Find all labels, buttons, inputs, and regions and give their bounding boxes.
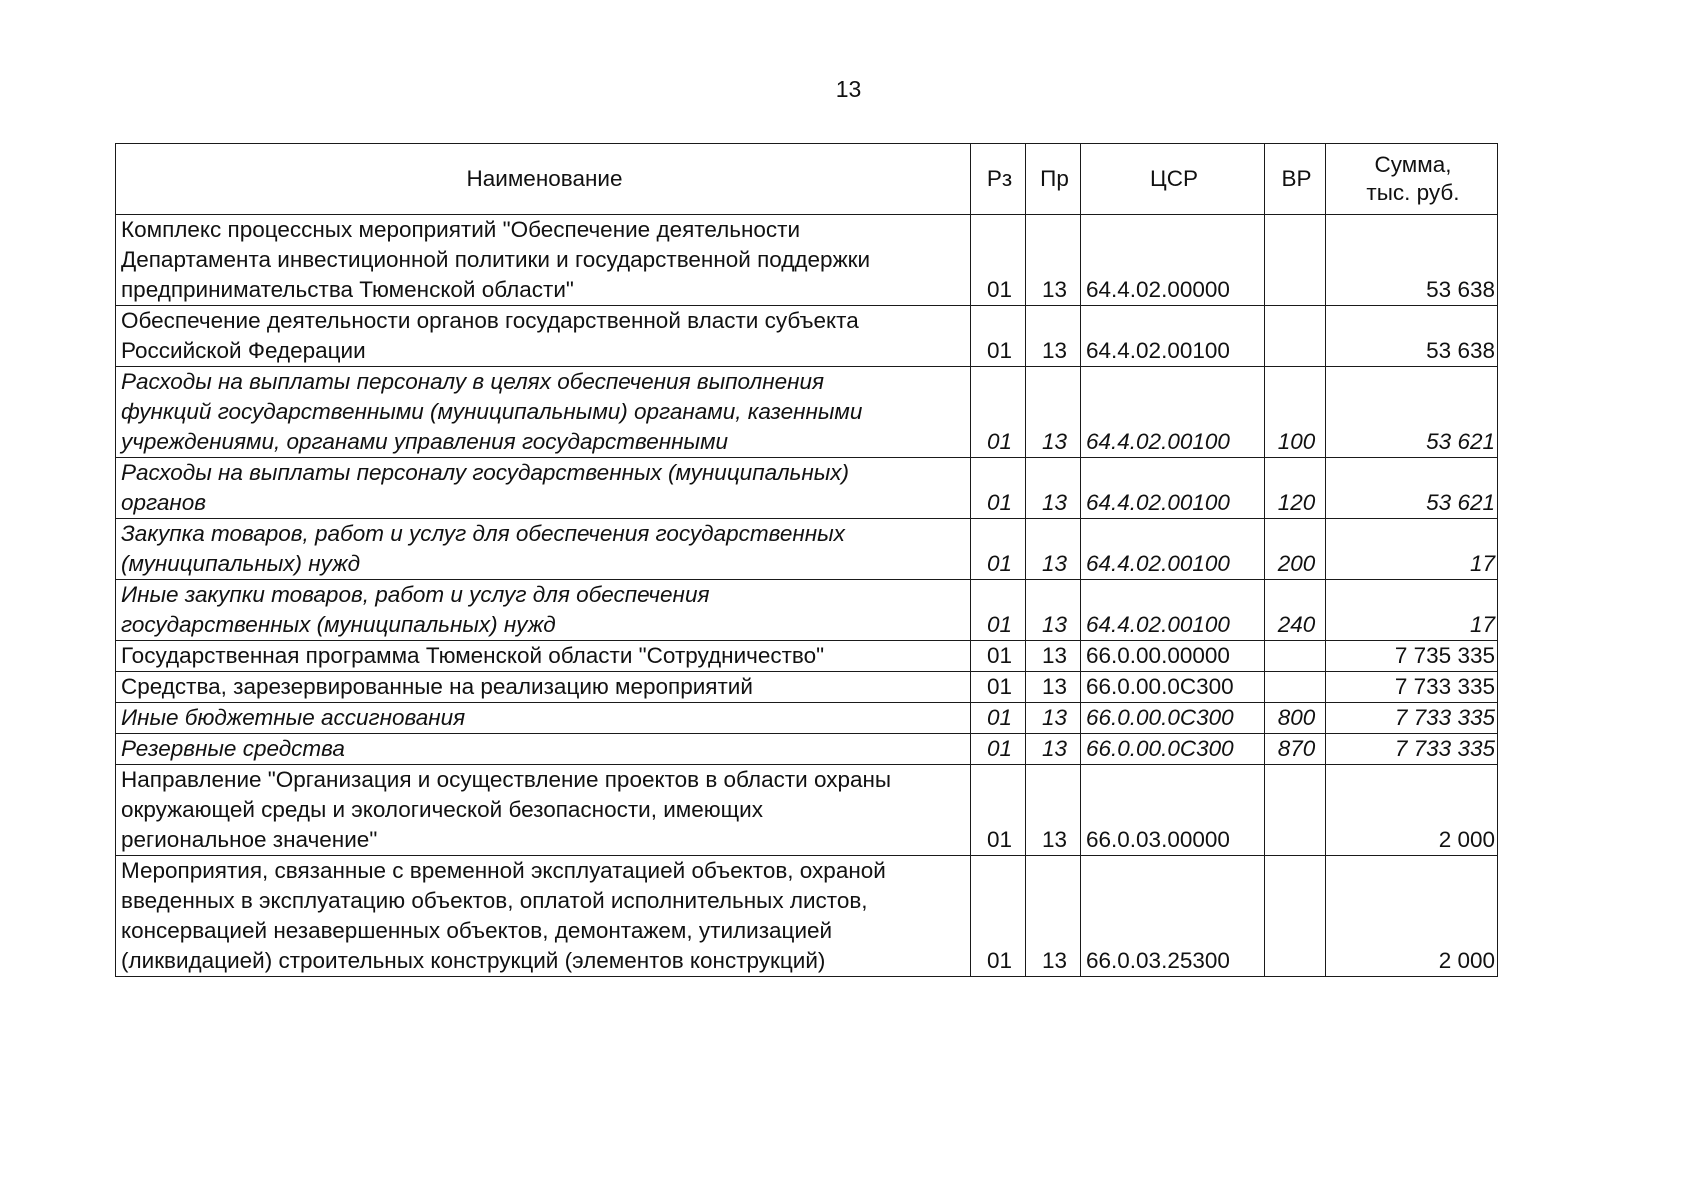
cell-name-line: региональное значение" <box>121 827 378 852</box>
cell-rz: 01 <box>971 306 1026 367</box>
cell-rz: 01 <box>971 458 1026 519</box>
cell-name-line: Обеспечение деятельности органов государственной власти субъекта <box>121 308 859 333</box>
header-name: Наименование <box>116 144 971 215</box>
cell-name <box>116 580 971 641</box>
cell-rz: 01 <box>971 856 1026 977</box>
cell-sum: 2 000 <box>1326 765 1498 856</box>
cell-name-line: Средства, зарезервированные на реализацию мероприятий <box>121 674 753 699</box>
cell-csr: 64.4.02.00000 <box>1081 215 1265 306</box>
cell-sum: 17 <box>1326 519 1498 580</box>
cell-pr: 13 <box>1026 367 1081 458</box>
cell-sum: 7 733 335 <box>1326 703 1498 734</box>
cell-pr: 13 <box>1026 215 1081 306</box>
cell-vr: 100 <box>1265 367 1326 458</box>
table-row <box>116 215 1498 306</box>
cell-pr: 13 <box>1026 306 1081 367</box>
cell-csr: 66.0.00.0С300 <box>1081 703 1265 734</box>
cell-name <box>116 765 971 856</box>
cell-name-line: окружающей среды и экологической безопасности, имеющих <box>121 797 763 822</box>
header-csr: ЦСР <box>1081 144 1265 215</box>
cell-pr: 13 <box>1026 703 1081 734</box>
cell-name-line: консервацией незавершенных объектов, демонтажем, утилизацией <box>121 918 833 943</box>
cell-name-line: государственных (муниципальных) нужд <box>121 612 556 637</box>
table-row <box>116 306 1498 367</box>
table-row <box>116 856 1498 977</box>
header-rz: Рз <box>971 144 1026 215</box>
cell-name-line: Комплекс процессных мероприятий "Обеспечение деятельности <box>121 217 801 242</box>
cell-pr: 13 <box>1026 765 1081 856</box>
cell-csr: 64.4.02.00100 <box>1081 458 1265 519</box>
cell-sum: 7 733 335 <box>1326 734 1498 765</box>
cell-pr: 13 <box>1026 519 1081 580</box>
cell-csr: 64.4.02.00100 <box>1081 306 1265 367</box>
cell-name <box>116 519 971 580</box>
table-row <box>116 367 1498 458</box>
table-row <box>116 580 1498 641</box>
cell-name <box>116 703 971 734</box>
table-header-row <box>116 144 1498 215</box>
cell-csr: 64.4.02.00100 <box>1081 580 1265 641</box>
table-row <box>116 672 1498 703</box>
cell-csr: 66.0.03.00000 <box>1081 765 1265 856</box>
cell-name-line: органов <box>121 490 207 515</box>
cell-vr <box>1265 856 1326 977</box>
cell-csr: 66.0.00.00000 <box>1081 641 1265 672</box>
table-row <box>116 641 1498 672</box>
cell-rz: 01 <box>971 672 1026 703</box>
cell-rz: 01 <box>971 641 1026 672</box>
cell-name-line: Иные бюджетные ассигнования <box>121 705 466 730</box>
cell-rz: 01 <box>971 519 1026 580</box>
cell-pr: 13 <box>1026 458 1081 519</box>
header-vr: ВР <box>1265 144 1326 215</box>
cell-sum: 2 000 <box>1326 856 1498 977</box>
budget-table <box>115 143 1498 977</box>
header-sum-line2: тыс. руб. <box>1366 180 1460 205</box>
cell-sum: 53 638 <box>1326 306 1498 367</box>
cell-csr: 64.4.02.00100 <box>1081 367 1265 458</box>
page-number: 13 <box>835 76 862 102</box>
cell-vr: 870 <box>1265 734 1326 765</box>
cell-pr: 13 <box>1026 856 1081 977</box>
cell-pr: 13 <box>1026 672 1081 703</box>
table-row <box>116 734 1498 765</box>
cell-csr: 64.4.02.00100 <box>1081 519 1265 580</box>
cell-name-line: Расходы на выплаты персоналу государственных (муниципальных) <box>121 460 850 485</box>
cell-vr <box>1265 672 1326 703</box>
cell-pr: 13 <box>1026 641 1081 672</box>
cell-vr <box>1265 215 1326 306</box>
cell-rz: 01 <box>971 215 1026 306</box>
table-row <box>116 765 1498 856</box>
cell-name <box>116 672 971 703</box>
cell-name-line: Российской Федерации <box>121 338 366 363</box>
cell-rz: 01 <box>971 734 1026 765</box>
cell-rz: 01 <box>971 580 1026 641</box>
cell-name <box>116 306 971 367</box>
header-sum <box>1326 144 1498 215</box>
cell-name-line: предпринимательства Тюменской области" <box>121 277 574 302</box>
cell-sum: 53 638 <box>1326 215 1498 306</box>
cell-csr: 66.0.00.0С300 <box>1081 672 1265 703</box>
table-row <box>116 703 1498 734</box>
header-sum-line1: Сумма, <box>1374 152 1452 177</box>
cell-name-line: Департамента инвестиционной политики и государственной поддержки <box>121 247 871 272</box>
cell-name-line: Закупка товаров, работ и услуг для обеспечения государственных <box>121 521 845 546</box>
cell-vr: 800 <box>1265 703 1326 734</box>
cell-sum: 53 621 <box>1326 458 1498 519</box>
cell-name <box>116 641 971 672</box>
cell-name-line: Направление "Организация и осуществление проектов в области охраны <box>121 767 892 792</box>
cell-name-line: (муниципальных) нужд <box>121 551 361 576</box>
cell-csr: 66.0.00.0С300 <box>1081 734 1265 765</box>
cell-pr: 13 <box>1026 580 1081 641</box>
cell-name-line: Расходы на выплаты персоналу в целях обеспечения выполнения <box>121 369 825 394</box>
cell-name <box>116 734 971 765</box>
cell-name-line: Мероприятия, связанные с временной эксплуатацией объектов, охраной <box>121 858 886 883</box>
cell-name-line: Иные закупки товаров, работ и услуг для обеспечения <box>121 582 710 607</box>
cell-sum: 7 735 335 <box>1326 641 1498 672</box>
cell-name-line: функций государственными (муниципальными) органами, казенными <box>121 399 863 424</box>
table-body <box>116 215 1498 977</box>
cell-vr <box>1265 641 1326 672</box>
header-pr: Пр <box>1026 144 1081 215</box>
cell-name <box>116 215 971 306</box>
cell-rz: 01 <box>971 703 1026 734</box>
cell-name <box>116 856 971 977</box>
cell-name-line: (ликвидацией) строительных конструкций (элементов конструкций) <box>121 948 826 973</box>
cell-vr: 120 <box>1265 458 1326 519</box>
cell-sum: 17 <box>1326 580 1498 641</box>
cell-csr: 66.0.03.25300 <box>1081 856 1265 977</box>
cell-name-line: Резервные средства <box>121 736 345 761</box>
cell-sum: 7 733 335 <box>1326 672 1498 703</box>
cell-vr <box>1265 765 1326 856</box>
cell-vr: 240 <box>1265 580 1326 641</box>
table-row <box>116 458 1498 519</box>
cell-name-line: введенных в эксплуатацию объектов, оплатой исполнительных листов, <box>121 888 868 913</box>
cell-name-line: Государственная программа Тюменской области "Сотрудничество" <box>121 643 825 668</box>
cell-name-line: учреждениями, органами управления государственными <box>121 429 729 454</box>
table-row <box>116 519 1498 580</box>
cell-sum: 53 621 <box>1326 367 1498 458</box>
cell-vr <box>1265 306 1326 367</box>
cell-name <box>116 458 971 519</box>
cell-name <box>116 367 971 458</box>
cell-rz: 01 <box>971 765 1026 856</box>
cell-pr: 13 <box>1026 734 1081 765</box>
cell-rz: 01 <box>971 367 1026 458</box>
cell-vr: 200 <box>1265 519 1326 580</box>
